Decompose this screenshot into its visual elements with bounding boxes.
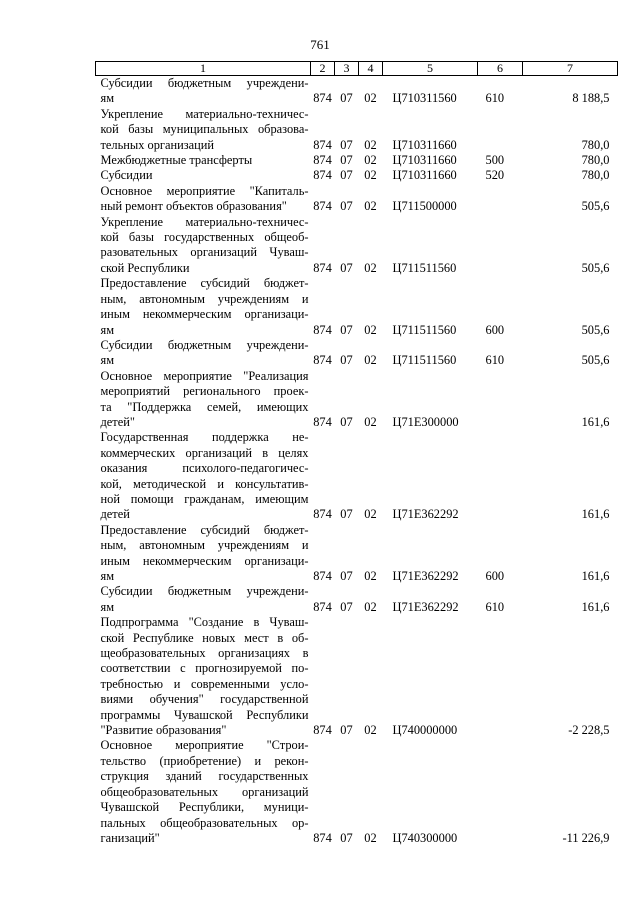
description-line: ской Республике новых мест в об- xyxy=(100,630,309,645)
target-article-code: Ц71Е362292 xyxy=(392,507,459,522)
description-line: Субсидии бюджетным учреждени- xyxy=(100,337,309,352)
description-line: ный ремонт объектов образования" xyxy=(100,199,287,214)
target-article-code: Ц711511560 xyxy=(392,322,457,337)
row-description xyxy=(96,369,311,431)
table-row xyxy=(96,276,618,338)
expense-type-code xyxy=(478,215,523,277)
expense-type-code xyxy=(478,738,523,846)
description-line: Укрепление материально-техничес- xyxy=(100,214,309,229)
description-line: тельных организаций xyxy=(100,137,215,152)
description-line: щеобразовательных организациях в xyxy=(100,646,309,661)
row-description xyxy=(96,276,311,338)
ministry-code: 874 xyxy=(313,353,332,368)
table-row xyxy=(96,523,618,585)
row-description xyxy=(96,107,311,153)
description-line: ям xyxy=(100,569,115,583)
description-line: ям xyxy=(100,599,115,614)
description-line: Предоставление субсидий бюджет- xyxy=(100,276,309,291)
section-code: 07 xyxy=(340,168,353,183)
section-code: 07 xyxy=(340,260,353,275)
ministry-code: 874 xyxy=(313,137,332,152)
description-line: пальных общеобразовательных ор- xyxy=(100,815,309,830)
section-code: 07 xyxy=(340,830,353,845)
description-line: Предоставление субсидий бюджет- xyxy=(100,522,309,537)
row-description xyxy=(96,76,311,107)
amount: 505,6 xyxy=(581,353,610,368)
description-line: требностью и современными усло- xyxy=(100,676,309,691)
amount: -11 226,9 xyxy=(562,830,610,845)
subsection-code: 02 xyxy=(364,91,377,106)
amount: -2 228,5 xyxy=(568,723,610,738)
row-description xyxy=(96,523,311,585)
target-article-code: Ц710311660 xyxy=(392,168,457,183)
amount: 161,6 xyxy=(581,414,610,429)
table-row xyxy=(96,430,618,522)
amount: 161,6 xyxy=(581,569,610,583)
description-line: ям xyxy=(100,91,115,106)
row-description xyxy=(96,430,311,522)
description-line: Укрепление материально-техничес- xyxy=(100,106,309,121)
amount: 8 188,5 xyxy=(572,91,610,106)
section-code: 07 xyxy=(340,414,353,429)
ministry-code: 874 xyxy=(313,507,332,522)
subsection-code: 02 xyxy=(364,168,377,183)
description-line: струкция зданий государственных xyxy=(100,769,309,784)
section-code: 07 xyxy=(340,507,353,522)
target-article-code: Ц71Е362292 xyxy=(392,569,459,583)
section-code: 07 xyxy=(340,91,353,106)
section-code: 07 xyxy=(340,137,353,152)
table-row xyxy=(96,168,618,183)
section-code: 07 xyxy=(340,353,353,368)
expense-type-code: 610 xyxy=(485,599,505,614)
ministry-code: 874 xyxy=(313,830,332,845)
ministry-code: 874 xyxy=(313,322,332,337)
table-row xyxy=(96,153,618,168)
description-line: Основное мероприятие "Реализация xyxy=(100,368,309,383)
expense-type-code: 520 xyxy=(485,168,505,183)
expense-type-code: 600 xyxy=(485,569,505,583)
description-line: Чувашской Республики, муници- xyxy=(100,800,309,815)
page-number: 761 xyxy=(310,37,330,52)
column-header-4: 4 xyxy=(359,62,383,76)
subsection-code: 02 xyxy=(364,137,377,152)
expense-type-code: 610 xyxy=(485,91,505,106)
description-line: программы Чувашской Республики xyxy=(100,707,309,722)
subsection-code: 02 xyxy=(364,599,377,614)
subsection-code: 02 xyxy=(364,507,377,522)
column-header-3: 3 xyxy=(335,62,359,76)
description-line: Подпрограмма "Создание в Чуваш- xyxy=(100,615,309,630)
section-code: 07 xyxy=(340,599,353,614)
subsection-code: 02 xyxy=(364,153,377,168)
expense-type-code: 600 xyxy=(485,322,505,337)
target-article-code: Ц740300000 xyxy=(392,830,458,845)
target-article-code: Ц710311660 xyxy=(392,153,457,168)
ministry-code: 874 xyxy=(313,260,332,275)
description-line: та "Поддержка семей, имеющих xyxy=(100,399,309,414)
row-description xyxy=(96,153,311,168)
target-article-code: Ц711511560 xyxy=(392,353,457,368)
description-line: Субсидии бюджетным учреждени- xyxy=(100,76,309,90)
expense-type-code xyxy=(478,615,523,738)
description-line: иным некоммерческим организаци- xyxy=(100,553,309,568)
section-code: 07 xyxy=(340,199,353,214)
expense-type-code: 500 xyxy=(485,153,505,168)
row-description xyxy=(96,215,311,277)
table-row xyxy=(96,584,618,615)
description-line: разовательных организаций Чуваш- xyxy=(100,245,309,260)
description-line: детей" xyxy=(100,414,135,429)
row-description xyxy=(96,338,311,369)
section-code: 07 xyxy=(340,153,353,168)
description-line: кой, методической и консультатив- xyxy=(100,476,309,491)
description-line: Межбюджетные трансферты xyxy=(100,153,253,168)
subsection-code: 02 xyxy=(364,723,377,738)
subsection-code: 02 xyxy=(364,569,377,583)
ministry-code: 874 xyxy=(313,168,332,183)
target-article-code: Ц740000000 xyxy=(392,723,458,738)
ministry-code: 874 xyxy=(313,569,332,583)
description-line: ной помощи гражданам, имеющим xyxy=(100,491,309,506)
target-article-code: Ц710311560 xyxy=(392,91,457,106)
row-description xyxy=(96,168,311,183)
description-line: ям xyxy=(100,322,115,337)
description-line: Основное мероприятие "Капиталь- xyxy=(100,183,309,198)
target-article-code: Ц71Е300000 xyxy=(392,414,459,429)
description-line: кой базы государственных общеоб- xyxy=(100,230,309,245)
subsection-code: 02 xyxy=(364,830,377,845)
amount: 161,6 xyxy=(581,599,610,614)
subsection-code: 02 xyxy=(364,322,377,337)
description-line: детей xyxy=(100,507,130,522)
amount: 505,6 xyxy=(581,199,610,214)
column-header-6: 6 xyxy=(478,62,523,76)
target-article-code: Ц711500000 xyxy=(392,199,457,214)
description-line: иным некоммерческим организаци- xyxy=(100,307,309,322)
ministry-code: 874 xyxy=(313,723,332,738)
expense-type-code xyxy=(478,430,523,522)
table-row xyxy=(96,738,618,846)
ministry-code: 874 xyxy=(313,199,332,214)
description-line: Субсидии xyxy=(100,168,153,183)
table-row xyxy=(96,184,618,215)
description-line: кой базы муниципальных образова- xyxy=(100,122,309,137)
description-line: Государственная поддержка не- xyxy=(100,430,309,445)
table-row xyxy=(96,215,618,277)
amount: 505,6 xyxy=(581,260,610,275)
expense-type-code xyxy=(478,369,523,431)
ministry-code: 874 xyxy=(313,414,332,429)
amount: 505,6 xyxy=(581,322,610,337)
amount: 161,6 xyxy=(581,507,610,522)
description-line: ганизаций" xyxy=(100,830,160,845)
subsection-code: 02 xyxy=(364,260,377,275)
section-code: 07 xyxy=(340,723,353,738)
column-header-7: 7 xyxy=(523,62,618,76)
description-line: соответствии с прогнозируемой по- xyxy=(100,661,309,676)
table-row xyxy=(96,107,618,153)
description-line: мероприятий регионального проек- xyxy=(100,384,309,399)
amount: 780,0 xyxy=(581,137,610,152)
target-article-code: Ц71Е362292 xyxy=(392,599,459,614)
description-line: оказания психолого-педагогичес- xyxy=(100,461,309,476)
description-line: "Развитие образования" xyxy=(100,723,227,738)
description-line: ным, автономным учреждениям и xyxy=(100,291,309,306)
amount: 780,0 xyxy=(581,153,610,168)
description-line: виями обучения" государственной xyxy=(100,692,309,707)
row-description xyxy=(96,584,311,615)
description-line: общеобразовательных организаций xyxy=(100,784,309,799)
expense-type-code xyxy=(478,184,523,215)
column-header-2: 2 xyxy=(311,62,335,76)
column-header-5: 5 xyxy=(383,62,478,76)
expense-type-code xyxy=(478,107,523,153)
section-code: 07 xyxy=(340,322,353,337)
amount: 780,0 xyxy=(581,168,610,183)
description-line: Основное мероприятие "Строи- xyxy=(100,738,309,753)
budget-table xyxy=(95,61,618,846)
description-line: тельство (приобретение) и рекон- xyxy=(100,753,309,768)
description-line: ным, автономным учреждениям и xyxy=(100,538,309,553)
table-header-row xyxy=(96,62,618,76)
row-description xyxy=(96,615,311,738)
subsection-code: 02 xyxy=(364,199,377,214)
description-line: Субсидии бюджетным учреждени- xyxy=(100,584,309,599)
ministry-code: 874 xyxy=(313,599,332,614)
table-row xyxy=(96,76,618,107)
description-line: коммерческих организаций в целях xyxy=(100,445,309,460)
expense-type-code: 610 xyxy=(485,353,505,368)
description-line: ям xyxy=(100,353,115,368)
section-code: 07 xyxy=(340,569,353,583)
row-description xyxy=(96,738,311,846)
target-article-code: Ц711511560 xyxy=(392,260,457,275)
row-description xyxy=(96,184,311,215)
table-body xyxy=(96,76,618,847)
column-header-1: 1 xyxy=(96,62,311,76)
table-row xyxy=(96,338,618,369)
table-row xyxy=(96,615,618,738)
ministry-code: 874 xyxy=(313,91,332,106)
subsection-code: 02 xyxy=(364,414,377,429)
table-row xyxy=(96,369,618,431)
description-line: ской Республики xyxy=(100,260,190,275)
target-article-code: Ц710311660 xyxy=(392,137,457,152)
ministry-code: 874 xyxy=(313,153,332,168)
subsection-code: 02 xyxy=(364,353,377,368)
